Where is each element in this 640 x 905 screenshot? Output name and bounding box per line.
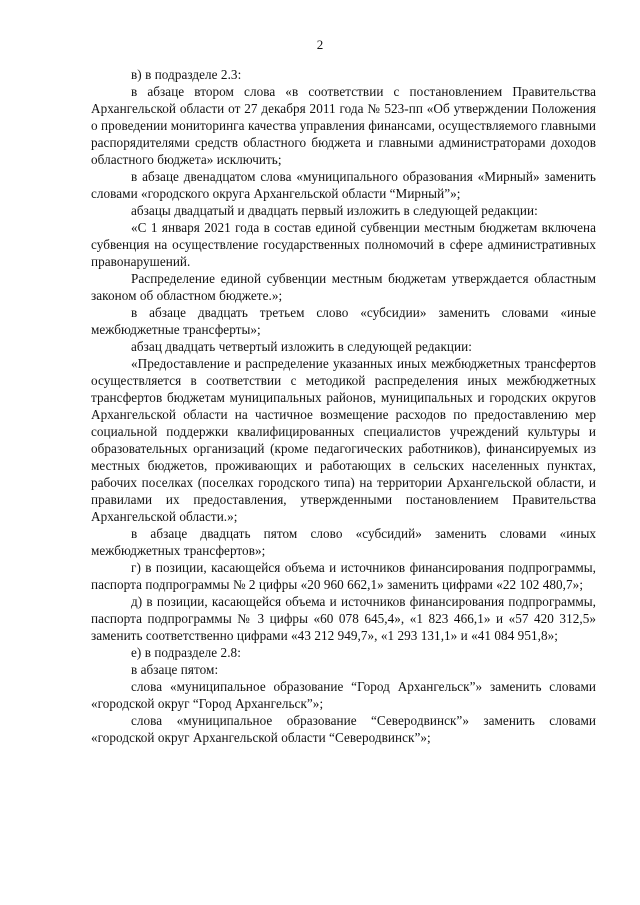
paragraph: д) в позиции, касающейся объема и источников финансирования подпрограммы, паспорта подпрограммы № 3 цифры «60 078 645,4», «1 823 466,1» и «57 420 312,5» заменить соответственно цифрами «43 212 949,7», «1 293 131,1» и «41 084 951,8»; <box>91 594 596 643</box>
page-number: 2 <box>316 37 324 52</box>
paragraph: г) в позиции, касающейся объема и источников финансирования подпрограммы, паспорта подпрограммы № 2 цифры «20 960 662,1» заменить цифрами «22 102 480,7»; <box>91 560 596 592</box>
paragraph: слова «муниципальное образование “Северодвинск”» заменить словами «городской округ Архангельской области “Северодвинск”»; <box>91 713 596 745</box>
paragraph: в) в подразделе 2.3: <box>131 67 242 82</box>
paragraph: в абзаце двадцать пятом слово «субсидий» заменить словами «иных межбюджетных трансфертов»; <box>91 526 596 558</box>
paragraph: в абзаце пятом: <box>131 662 219 677</box>
paragraph: в абзаце двенадцатом слова «муниципального образования «Мирный» заменить словами «городского округа Архангельской области “Мирный”»; <box>91 169 596 201</box>
paragraph: «Предоставление и распределение указанных иных межбюджетных трансфертов осуществляется в соответствии с методикой распределения иных межбюджетных трансфертов бюджетам муниципальных районов, муниципальных и городских округов Архангельской области на частичное возмещение расходов по предоставлению мер социальной поддержки квалифицированных специалистов учреждений культуры и образовательных организаций (кроме педагогических работников), финансируемых из местных бюджетов, проживающих и работающих в сельских населенных пунктах, рабочих поселках (поселках городского типа) на территории Архангельской области, и правилами их предоставления, утвержденными постановлением Правительства Архангельской области.»; <box>91 356 596 524</box>
document-body <box>91 66 596 746</box>
paragraph: абзацы двадцатый и двадцать первый изложить в следующей редакции: <box>131 203 538 218</box>
paragraph: е) в подразделе 2.8: <box>131 645 241 660</box>
paragraph: Распределение единой субвенции местным бюджетам утверждается областным законом об областном бюджете.»; <box>91 271 596 303</box>
paragraph: «С 1 января 2021 года в состав единой субвенции местным бюджетам включена субвенция на осуществление государственных полномочий в сфере административных правонарушений. <box>91 220 596 269</box>
paragraph: слова «муниципальное образование “Город Архангельск”» заменить словами «городской округ “Город Архангельск”»; <box>91 679 596 711</box>
paragraph: в абзаце двадцать третьем слово «субсидии» заменить словами «иные межбюджетные трансферты»; <box>91 305 596 337</box>
paragraph: абзац двадцать четвертый изложить в следующей редакции: <box>131 339 472 354</box>
paragraph: в абзаце втором слова «в соответствии с постановлением Правительства Архангельской области от 27 декабря 2011 года № 523-пп «Об утверждении Положения о проведении мониторинга качества управления финансами, осуществляемого главными распорядителями средств областного бюджета и главными администраторами доходов областного бюджета» исключить; <box>91 84 596 167</box>
